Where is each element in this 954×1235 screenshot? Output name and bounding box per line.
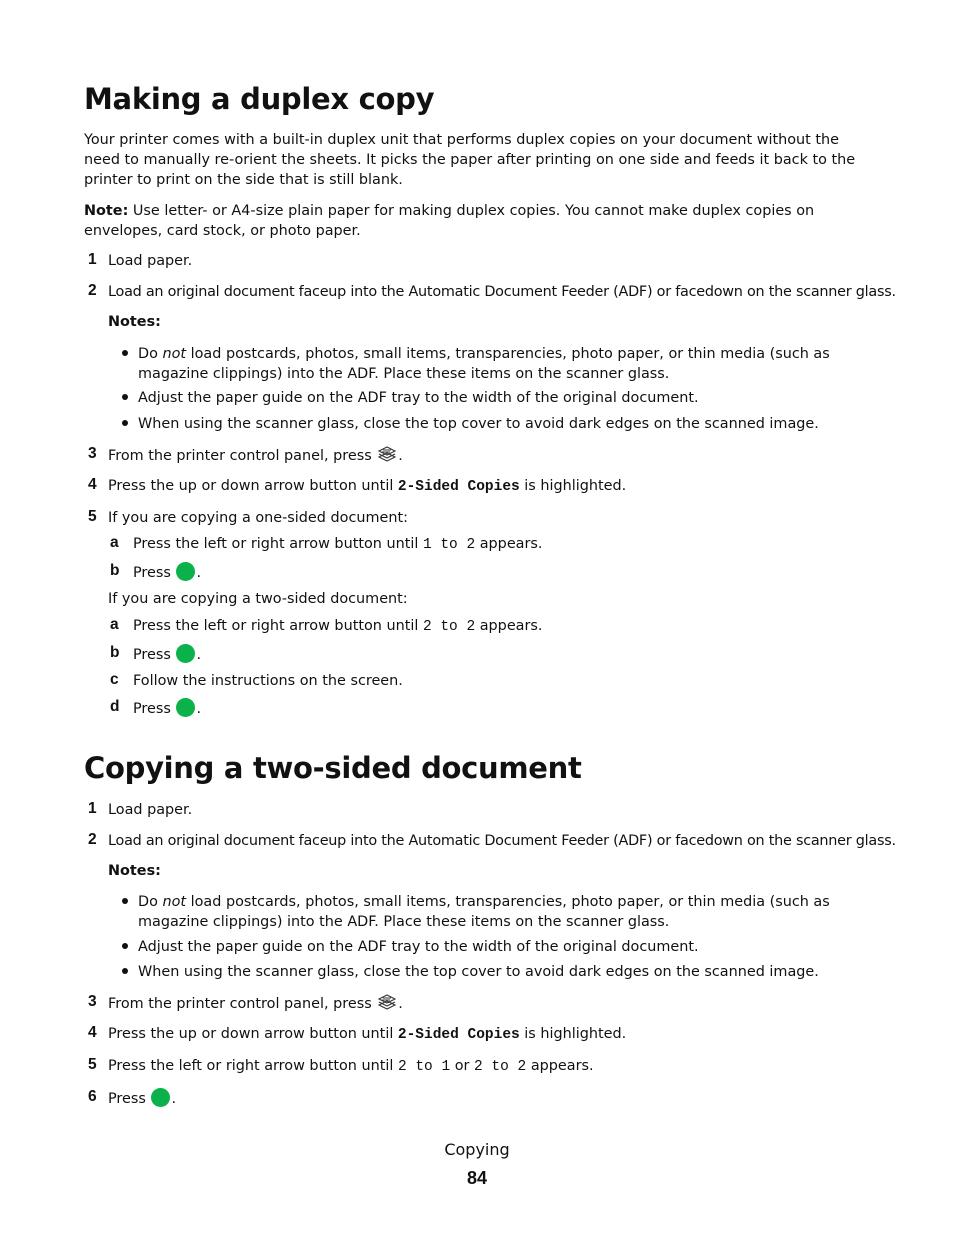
step-text-part: .: [196, 647, 202, 663]
substep-text: [133, 562, 201, 583]
substep-letter: a: [110, 616, 119, 633]
section-title-two-sided: Copying a two-sided document: [84, 751, 582, 785]
bullet-dot: [122, 898, 128, 904]
step-text-part: .: [398, 996, 403, 1012]
note-bullet: [138, 892, 878, 932]
step-number: 5: [88, 508, 97, 525]
start-button-icon: [151, 1088, 170, 1107]
substep-text: [133, 698, 201, 719]
copy-icon: [376, 993, 398, 1011]
start-button-icon: [176, 698, 195, 717]
step-number: 3: [88, 993, 97, 1010]
step-text-part: Press: [133, 565, 176, 581]
substep-text: Follow the instructions on the screen.: [133, 673, 403, 689]
notes-label: Notes:: [108, 863, 161, 879]
step-text-part: is highlighted.: [519, 478, 627, 494]
step-text-part: From the printer control panel, press: [108, 996, 377, 1012]
step-text: [108, 1024, 626, 1045]
step-text-part: Press the left or right arrow button until: [133, 536, 423, 552]
bullet-dot: [122, 350, 128, 356]
note-text: Use letter- or A4-size plain paper for making duplex copies. You cannot make duplex copies on envelopes, card stock, or photo paper.: [84, 203, 815, 239]
step-text: Load paper.: [108, 802, 193, 818]
step-number: 4: [88, 1024, 97, 1041]
step-text-part: From the printer control panel, press: [108, 448, 377, 464]
step-number: 1: [88, 251, 97, 268]
display-option-code: 2 to 2: [474, 1059, 527, 1075]
bullet-dot: [122, 420, 128, 426]
bullet-text: Do: [138, 346, 163, 362]
step-text-part: Press the left or right arrow button until: [133, 618, 423, 634]
bullet-emphasis: not: [162, 894, 187, 910]
note-label: Note:: [84, 203, 129, 219]
step-text-part: .: [171, 1091, 177, 1107]
step-text: [108, 1088, 176, 1109]
substep-text: [133, 616, 542, 637]
step-text: [108, 476, 626, 497]
step-text-part: Press: [133, 701, 176, 717]
step-number: 4: [88, 476, 97, 493]
display-option-code: 2-Sided Copies: [397, 1027, 520, 1043]
section-title-duplex: Making a duplex copy: [84, 82, 435, 116]
step-text-part: appears.: [526, 1058, 594, 1074]
step-number: 5: [88, 1056, 97, 1073]
notes-label: Notes:: [108, 314, 161, 330]
start-button-icon: [176, 562, 195, 581]
display-option-code: 2-Sided Copies: [397, 479, 520, 495]
step-text-part: Press the up or down arrow button until: [108, 478, 398, 494]
step-text-part: is highlighted.: [519, 1026, 627, 1042]
footer-section-name: Copying: [444, 1140, 510, 1159]
step-text-part: Press the left or right arrow button until: [108, 1058, 398, 1074]
step-number: 6: [88, 1088, 97, 1105]
substep-letter: c: [110, 671, 119, 688]
step-text: Load an original document faceup into the Automatic Document Feeder (ADF) or facedown on the scanner glass.: [108, 284, 896, 300]
display-option-code: 2 to 1: [397, 1059, 451, 1075]
note-bullet: [138, 344, 878, 384]
substep-text: [133, 644, 201, 665]
bullet-text: load postcards, photos, small items, transparencies, photo paper, or thin media (such as magazine clippings) into the ADF. Place these items on the scanner glass.: [138, 894, 830, 930]
bullet-text: load postcards, photos, small items, transparencies, photo paper, or thin media (such as magazine clippings) into the ADF. Place these items on the scanner glass.: [138, 346, 830, 382]
step-text-part: Press the up or down arrow button until: [108, 1026, 398, 1042]
intro-paragraph: Your printer comes with a built-in duplex unit that performs duplex copies on your document without the need to manually re-orient the sheets. It picks the paper after printing on one side and feeds it back to the printer to print on the side that is still blank.: [84, 132, 856, 188]
step-text-part: Press: [133, 647, 176, 663]
note-bullet: When using the scanner glass, close the top cover to avoid dark edges on the scanned image.: [138, 416, 819, 432]
page-number: 84: [466, 1168, 488, 1188]
bullet-text: Do: [138, 894, 163, 910]
substep-letter: d: [110, 698, 120, 715]
step-number: 2: [88, 282, 97, 299]
step-text: Load an original document faceup into the Automatic Document Feeder (ADF) or facedown on the scanner glass.: [108, 833, 896, 849]
step-number: 2: [88, 831, 97, 848]
note-bullet: Adjust the paper guide on the ADF tray to the width of the original document.: [138, 390, 699, 406]
step-text-part: Press: [108, 1091, 151, 1107]
step-text: [108, 1056, 594, 1077]
display-option-code: 2 to 2: [422, 619, 476, 635]
display-option-code: 1 to 2: [422, 537, 476, 553]
substep-text: [133, 534, 542, 555]
step-text-part: appears.: [475, 536, 543, 552]
start-button-icon: [176, 644, 195, 663]
step-text: [108, 993, 403, 1014]
note-bullet: Adjust the paper guide on the ADF tray to the width of the original document.: [138, 939, 699, 955]
step-number: 3: [88, 445, 97, 462]
substep-letter: b: [110, 644, 120, 661]
step-text-part: appears.: [475, 618, 543, 634]
note-paragraph: [84, 201, 874, 241]
step-text-part: .: [398, 448, 403, 464]
bullet-emphasis: not: [162, 346, 187, 362]
step-text-part: .: [196, 565, 202, 581]
bullet-dot: [122, 943, 128, 949]
bullet-dot: [122, 394, 128, 400]
step-number: 1: [88, 800, 97, 817]
note-bullet: When using the scanner glass, close the top cover to avoid dark edges on the scanned image.: [138, 964, 819, 980]
copy-icon: [376, 445, 398, 463]
step-text: [108, 445, 403, 466]
step-text-part: or: [450, 1058, 475, 1074]
substep-letter: b: [110, 562, 120, 579]
step-text: If you are copying a two-sided document:: [108, 591, 408, 607]
step-text-part: .: [196, 701, 202, 717]
substep-letter: a: [110, 534, 119, 551]
step-text: Load paper.: [108, 253, 193, 269]
step-text: If you are copying a one-sided document:: [108, 510, 408, 526]
bullet-dot: [122, 968, 128, 974]
